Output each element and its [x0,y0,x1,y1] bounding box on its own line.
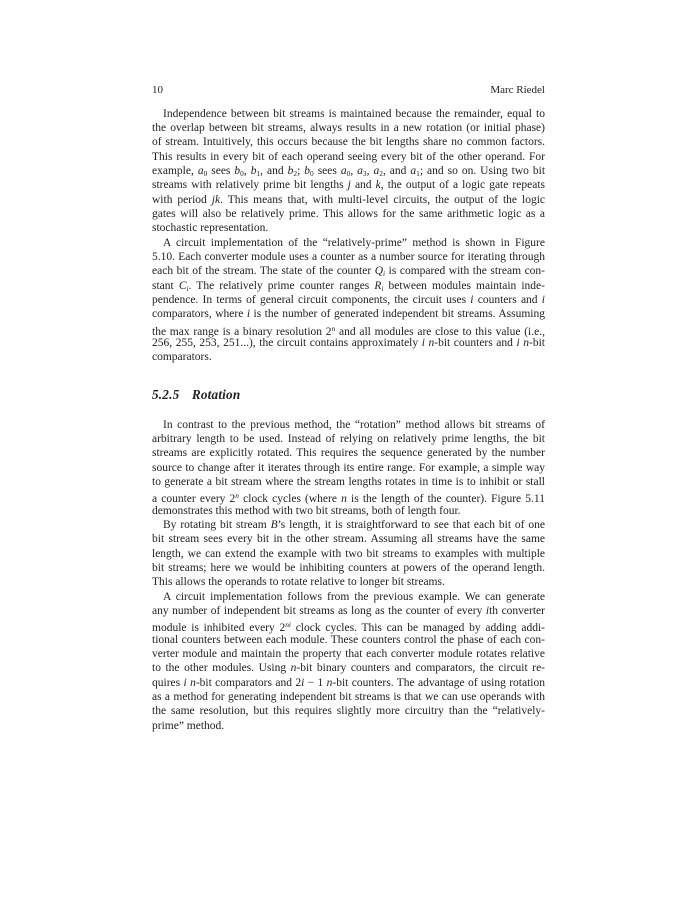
text-line: example, a0 sees b0, b1, and b2; b0 sees a0, a3, a2, and a1; and so on. Using two bit [152,164,546,178]
text-line: 256, 255, 253, 251...), the circuit contains approximately i n-bit counters and i n-bit [152,337,545,349]
running-head-author: Marc Riedel [490,84,545,96]
section-heading-number: 5.2.5 [152,387,180,402]
text-line: gates will also be relatively prime. This allows for the same arithmetic logic as a [152,207,545,220]
page-number: 10 [152,84,163,96]
text-line: This results in every bit of each operand seeing every bit of the other operand. For [152,150,545,163]
text-line: comparators, where i is the number of generated independent bit streams. Assuming [152,308,545,321]
text-line: prime” method. [152,719,225,732]
text-line: module is inhibited every $2^{ni}$ clock cycles. This can be managed by adding addi- [152,620,545,635]
text-line: In contrast to the previous method, the “rotation” method allows bit streams of [163,418,545,431]
text-line: quires i n-bit comparators and 2i − 1 n-bit counters. The advantage of using rotation [152,676,545,689]
text-line: of stream. Intuitively, this occurs because the bit lengths share no common factors. [152,136,545,149]
text-line: the same resolution, but this requires slightly more circuitry than the “relatively- [152,705,545,718]
text-line: comparators. [152,351,212,364]
page-header [152,84,545,96]
text-line: as a method for generating independent bit streams is that we can use operands with [152,691,545,704]
text-line: streams are explicitly rotated. This requires the sequence generated by the number [152,447,545,460]
text-line: tional counters between each module. These counters control the phase of each con- [152,633,545,646]
paragraph [152,590,545,733]
text-line: This allows the operands to rotate relative to longer bit streams. [152,576,445,589]
text-line: bit streams; here we would be inhibiting counters at powers of the operand length. [152,561,545,574]
body-text-block-2 [152,418,545,734]
text-line: the overlap between bit streams, always results in a new rotation (or initial phase) [152,121,545,134]
text-line: Independence between bit streams is maintained because the remainder, equal to [163,107,545,120]
text-line: to generate a bit stream where the stream lengths rotates in time is to inhibit or stall [152,475,545,488]
text-line: a counter every 2$^n$ clock cycles (where n is the length of the counter). Figure 5.11 [152,491,545,506]
text-line: to the other modules. Using n-bit binary counters and comparators, the circuit re- [152,662,545,675]
text-line: A circuit implementation follows from the previous example. We can generate [163,590,545,603]
text-line: verter module and maintain the property that each converter module rotates relative [152,648,545,660]
text-line: arbitrary length to be used. Instead of relying on relatively prime lengths, the bit [152,432,545,445]
text-line: pendence. In terms of general circuit components, the circuit uses i counters and i [152,293,545,306]
text-line: length, we can extend the example with two bit streams to examples with multiple [152,547,545,560]
text-line: bit stream sees every bit in the other stream. Assuming all streams have the same [152,533,545,546]
body-text-block-1 [152,107,545,365]
section-heading [152,387,240,402]
paragraph [152,518,545,590]
text-line: source to change after it iterates through its entire range. For example, a simple way [152,461,545,474]
section-heading-title: Rotation [191,387,241,402]
paragraph [152,418,545,518]
text-line: 5.10. Each converter module uses a counter as a number source for iterating through [152,250,545,263]
text-line: stochastic representation. [152,222,269,235]
text-line: with period jk. This means that, with multi-level circuits, the output of the logic [152,193,545,206]
text-line: A circuit implementation of the “relatively-prime” method is shown in Figure [163,236,545,249]
text-line: the max range is a binary resolution 2$^n$ and all modules are close to this value (i.e., [152,323,545,338]
text-line: By rotating bit stream B’s length, it is straightforward to see that each bit of one [163,518,545,531]
text-line: demonstrates this method with two bit streams, both of length four. [152,504,461,517]
paragraph [152,236,545,365]
text-line: each bit of the stream. The state of the counter Qi is compared with the stream con- [152,265,546,279]
paragraph [152,107,545,236]
text-line: stant Ci. The relatively prime counter ranges Ri between modules maintain inde- [152,279,545,293]
text-line: streams with relatively prime bit lengths j and k, the output of a logic gate repeats [152,179,545,192]
text-line: any number of independent bit streams as long as the counter of every ith converter [152,604,545,617]
